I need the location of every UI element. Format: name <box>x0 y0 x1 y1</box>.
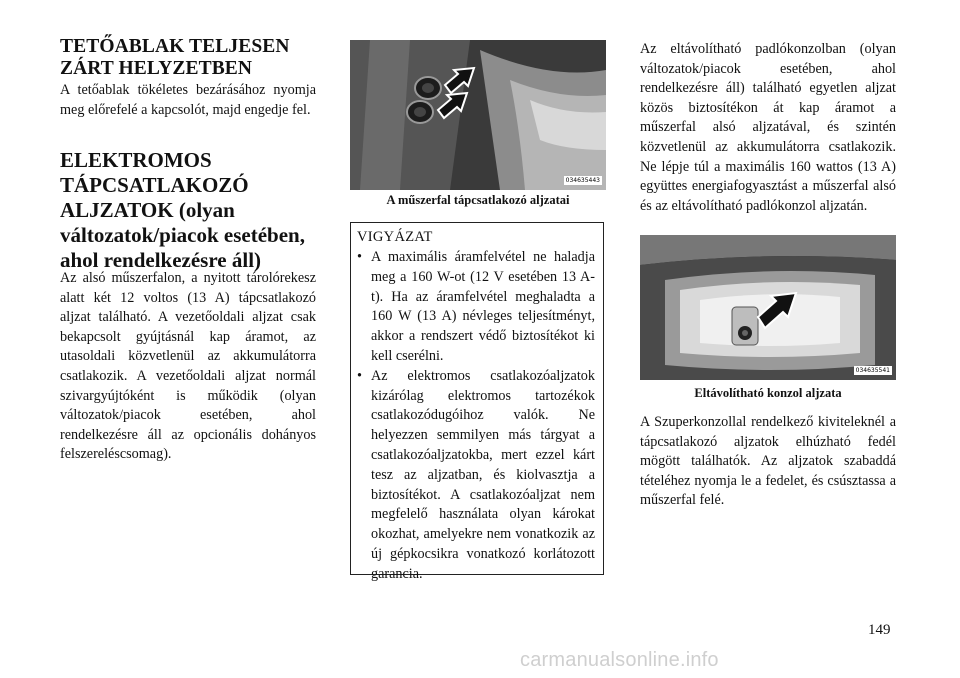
warning-list <box>357 248 595 585</box>
sunroof-paragraph: A tetőablak tökéletes bezárásához nyomja meg előrefelé a kapcsolót, majd engedje fel. <box>60 82 316 118</box>
section-heading-sunroof: TETŐABLAK TELJESEN ZÁRT HELYZETBEN <box>60 36 290 79</box>
console-outlet-illustration <box>640 235 896 380</box>
warning-item: • A maximális áramfelvétel ne haladja meg a 160 W-ot (12 V esetében 13 A-t). Ha az áramfelvétel meghaladta a 160 W (13 A) névleges teljesítményt, akkor a rendszert védő biztosítékot ki kell cserélni. <box>357 248 595 367</box>
warning-box <box>350 222 604 582</box>
dashboard-outlets-illustration <box>350 40 606 190</box>
floor-console-paragraph: Az eltávolítható padlókonzolban (olyan változatok/piacok esetében, ahol rendelkezésre áll) található egyetlen aljzat közös biztosítékon át kap áramot a műszerfal alsó aljzatával, és szintén közvetlenül az akkumulátorra csatlakozik. Ne lépje túl a maximális 160 wattos (13 A) együttes energiafogyasztást a műszerfal alsó és az eltávolítható padlókonzol aljzatán. <box>640 41 896 214</box>
super-console-paragraph: A Szuperkonzollal rendelkező kiviteleknél a tápcsatlakozó aljzatok elhúzható fedél mögött találhatók. Az aljzatok szabaddá tételéhez nyomja le a fedelet, és csúsztassa a műszerfal felé. <box>640 414 896 509</box>
console-outlet-photo <box>640 235 896 380</box>
figure-caption: A műszerfal tápcsatlakozó aljzatai <box>386 193 570 207</box>
warning-item: • Az elektromos csatlakozóaljzatok kizárólag elektromos tartozékok csatlakozódugóihoz valók. Ne helyezzen semmilyen más tárgyat a csatlakozóaljzatokba, mert ezzel kárt tesz az aljzatban, és kiolvasztja a biztosítékot. A csatlakozóaljzat nem megfelelő használata olyan károkat okozhat, amelyekre nem vonatkozik az új gépkocsikra vonatkozó korlátozott garancia. <box>357 367 595 585</box>
section-heading-power-outlets: ELEKTROMOS TÁPCSATLAKOZÓ ALJZATOK (olyan változatok/piacok esetében, ahol rendelkezésre áll) <box>60 148 305 272</box>
watermark: carmanualsonline.info <box>520 649 719 671</box>
figure-code: 034635443 <box>565 177 600 184</box>
warning-title: VIGYÁZAT <box>357 229 433 245</box>
figure-caption: Eltávolítható konzol aljzata <box>694 386 842 400</box>
figure-code: 034635541 <box>855 367 890 374</box>
power-outlets-paragraph: Az alsó műszerfalon, a nyitott tárolórekesz alatt két 12 voltos (13 A) tápcsatlakozó aljzat található. A vezetőoldali aljzat csak bekapcsolt gyújtásnál kap áramot, az utasoldali közvetlenül az akkumulátorra csatlakozik. A vezetőoldali aljzat normál szivargyújtóként is működik (olyan változatok/piacok esetében, ahol rendelkezésre áll az opcionális dohányos felszereléscsomag). <box>60 270 316 463</box>
dashboard-outlets-photo <box>350 40 606 190</box>
page-number: 149 <box>868 622 891 638</box>
